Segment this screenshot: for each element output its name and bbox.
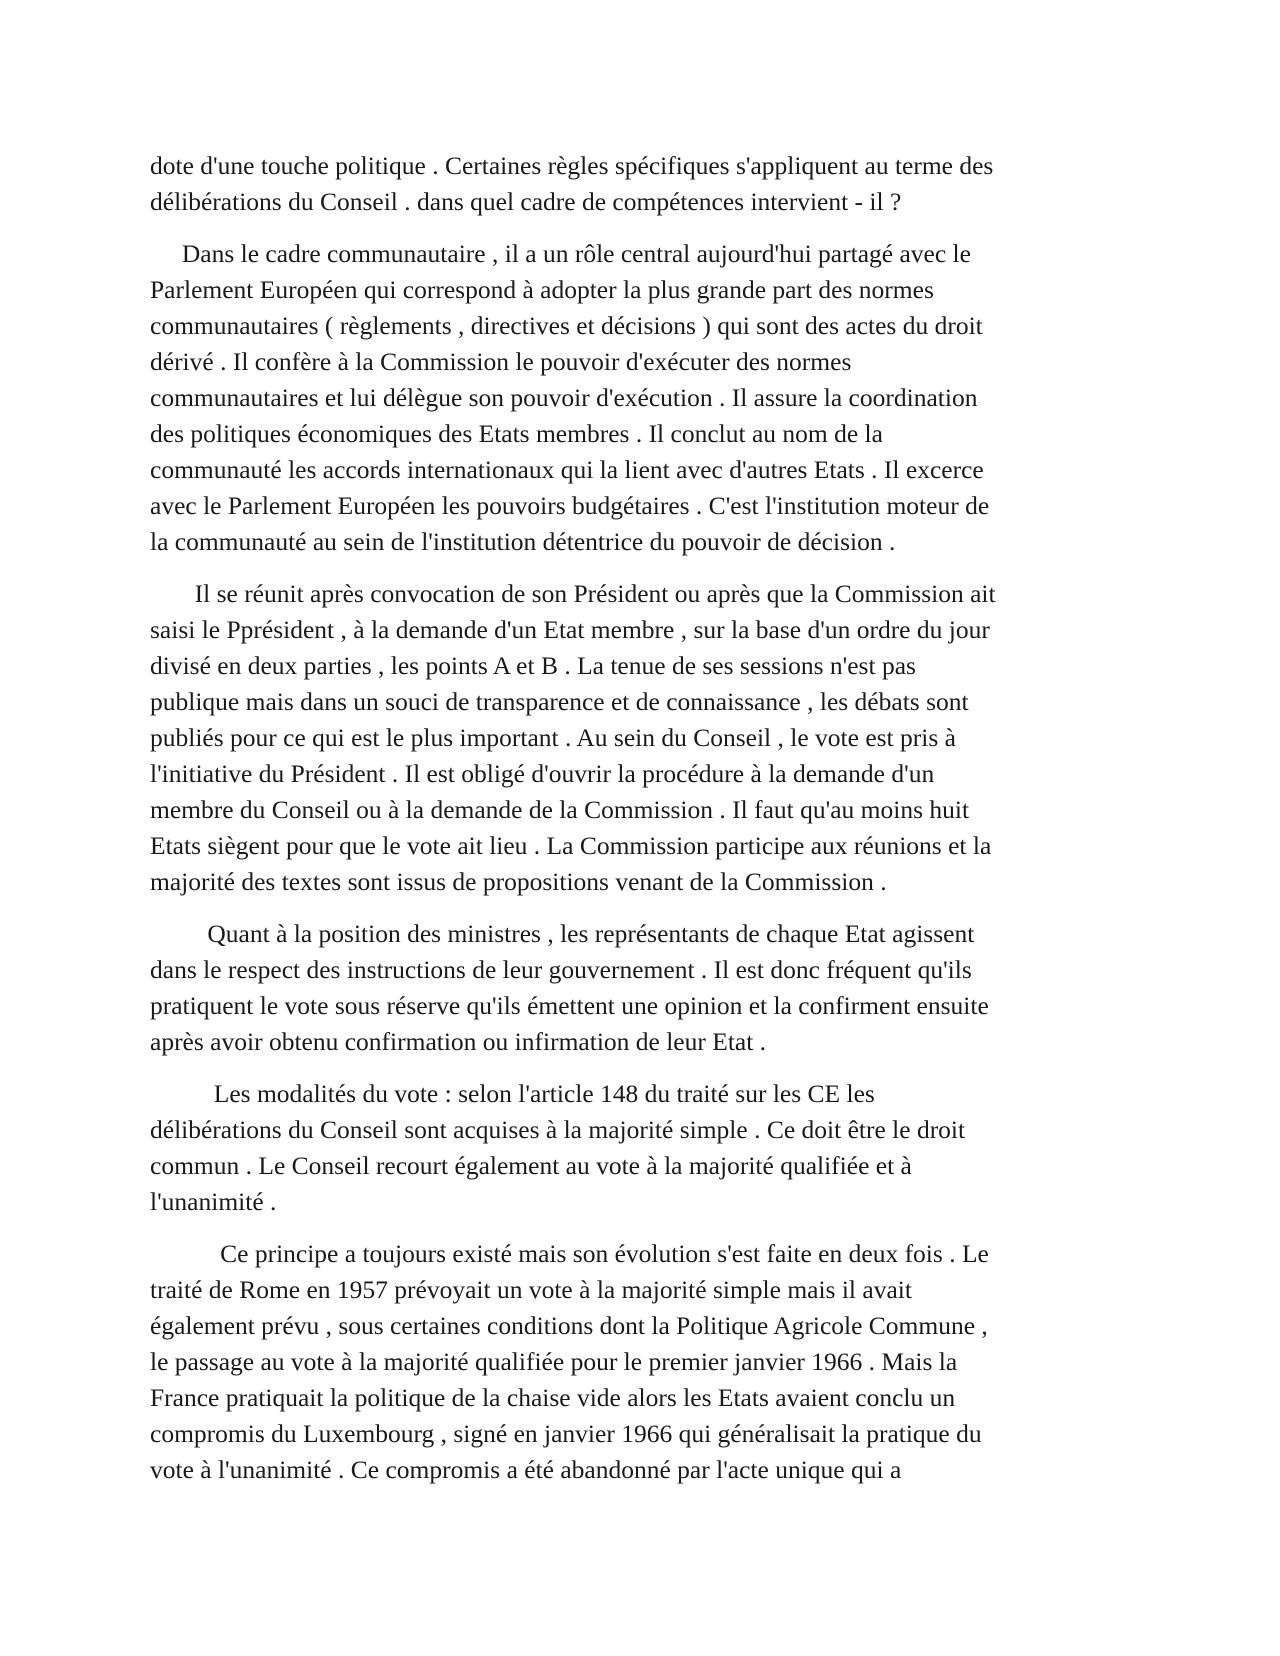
paragraph-3-text: Il se réunit après convocation de son Président ou après que la Commission ait saisi le Pprésident , à la demande d'un Etat membre , sur la base d'un ordre du jour divisé en deux parties , les points A et B . La tenue de ses sessions n'est pas publique mais dans un souci de transparence et de connaissance , les débats sont publiés pour ce qui est le plus important . Au sein du Conseil , le vote est pris à l'initiative du Président . Il est obligé d'ouvrir la procédure à la demande d'un membre du Conseil ou à la demande de la Commission . Il faut qu'au moins huit Etats siègent pour que le vote ait lieu . La Commission participe aux réunions et la majorité des textes sont issus de propositions venant de la Commission . — [150, 579, 996, 896]
paragraph-1-text: dote d'une touche politique . Certaines règles spécifiques s'appliquent au terme des délibérations du Conseil . dans quel cadre de compétences intervient - il ? — [150, 151, 994, 216]
paragraph-4-text: Quant à la position des ministres , les représentants de chaque Etat agissent dans le respect des instructions de leur gouvernement . Il est donc fréquent qu'ils pratiquent le vote sous réserve qu'ils émettent une opinion et la confirment ensuite après avoir obtenu confirmation ou infirmation de leur Etat . — [150, 919, 989, 1056]
paragraph-3 — [150, 576, 1130, 900]
paragraph-5 — [150, 1076, 1130, 1220]
paragraph-2-text: Dans le cadre communautaire , il a un rôle central aujourd'hui partagé avec le Parlement Européen qui correspond à adopter la plus grande part des normes communautaires ( règlements , directives et décisions ) qui sont des actes du droit dérivé . Il confère à la Commission le pouvoir d'exécuter des normes communautaires et lui délègue son pouvoir d'exécution . Il assure la coordination des politiques économiques des Etats membres . Il conclut au nom de la communauté les accords internationaux qui la lient avec d'autres Etats . Il excerce avec le Parlement Européen les pouvoirs budgétaires . C'est l'institution moteur de la communauté au sein de l'institution détentrice du pouvoir de décision . — [150, 239, 990, 556]
paragraph-2 — [150, 236, 1130, 560]
document-body — [150, 148, 1130, 1504]
paragraph-1 — [150, 148, 1130, 220]
paragraph-5-text: Les modalités du vote : selon l'article 148 du traité sur les CE les délibérations du Conseil sont acquises à la majorité simple . Ce doit être le droit commun . Le Conseil recourt également au vote à la majorité qualifiée et à l'unanimité . — [150, 1079, 966, 1216]
paragraph-6-text: Ce principe a toujours existé mais son évolution s'est faite en deux fois . Le traité de Rome en 1957 prévoyait un vote à la majorité simple mais il avait également prévu , sous certaines conditions dont la Politique Agricole Commune , le passage au vote à la majorité qualifiée pour le premier janvier 1966 . Mais la France pratiquait la politique de la chaise vide alors les Etats avaient conclu un compromis du Luxembourg , signé en janvier 1966 qui généralisait la pratique du vote à l'unanimité . Ce compromis a été abandonné par l'acte unique qui a — [150, 1239, 989, 1484]
paragraph-4 — [150, 916, 1130, 1060]
paragraph-6 — [150, 1236, 1130, 1488]
